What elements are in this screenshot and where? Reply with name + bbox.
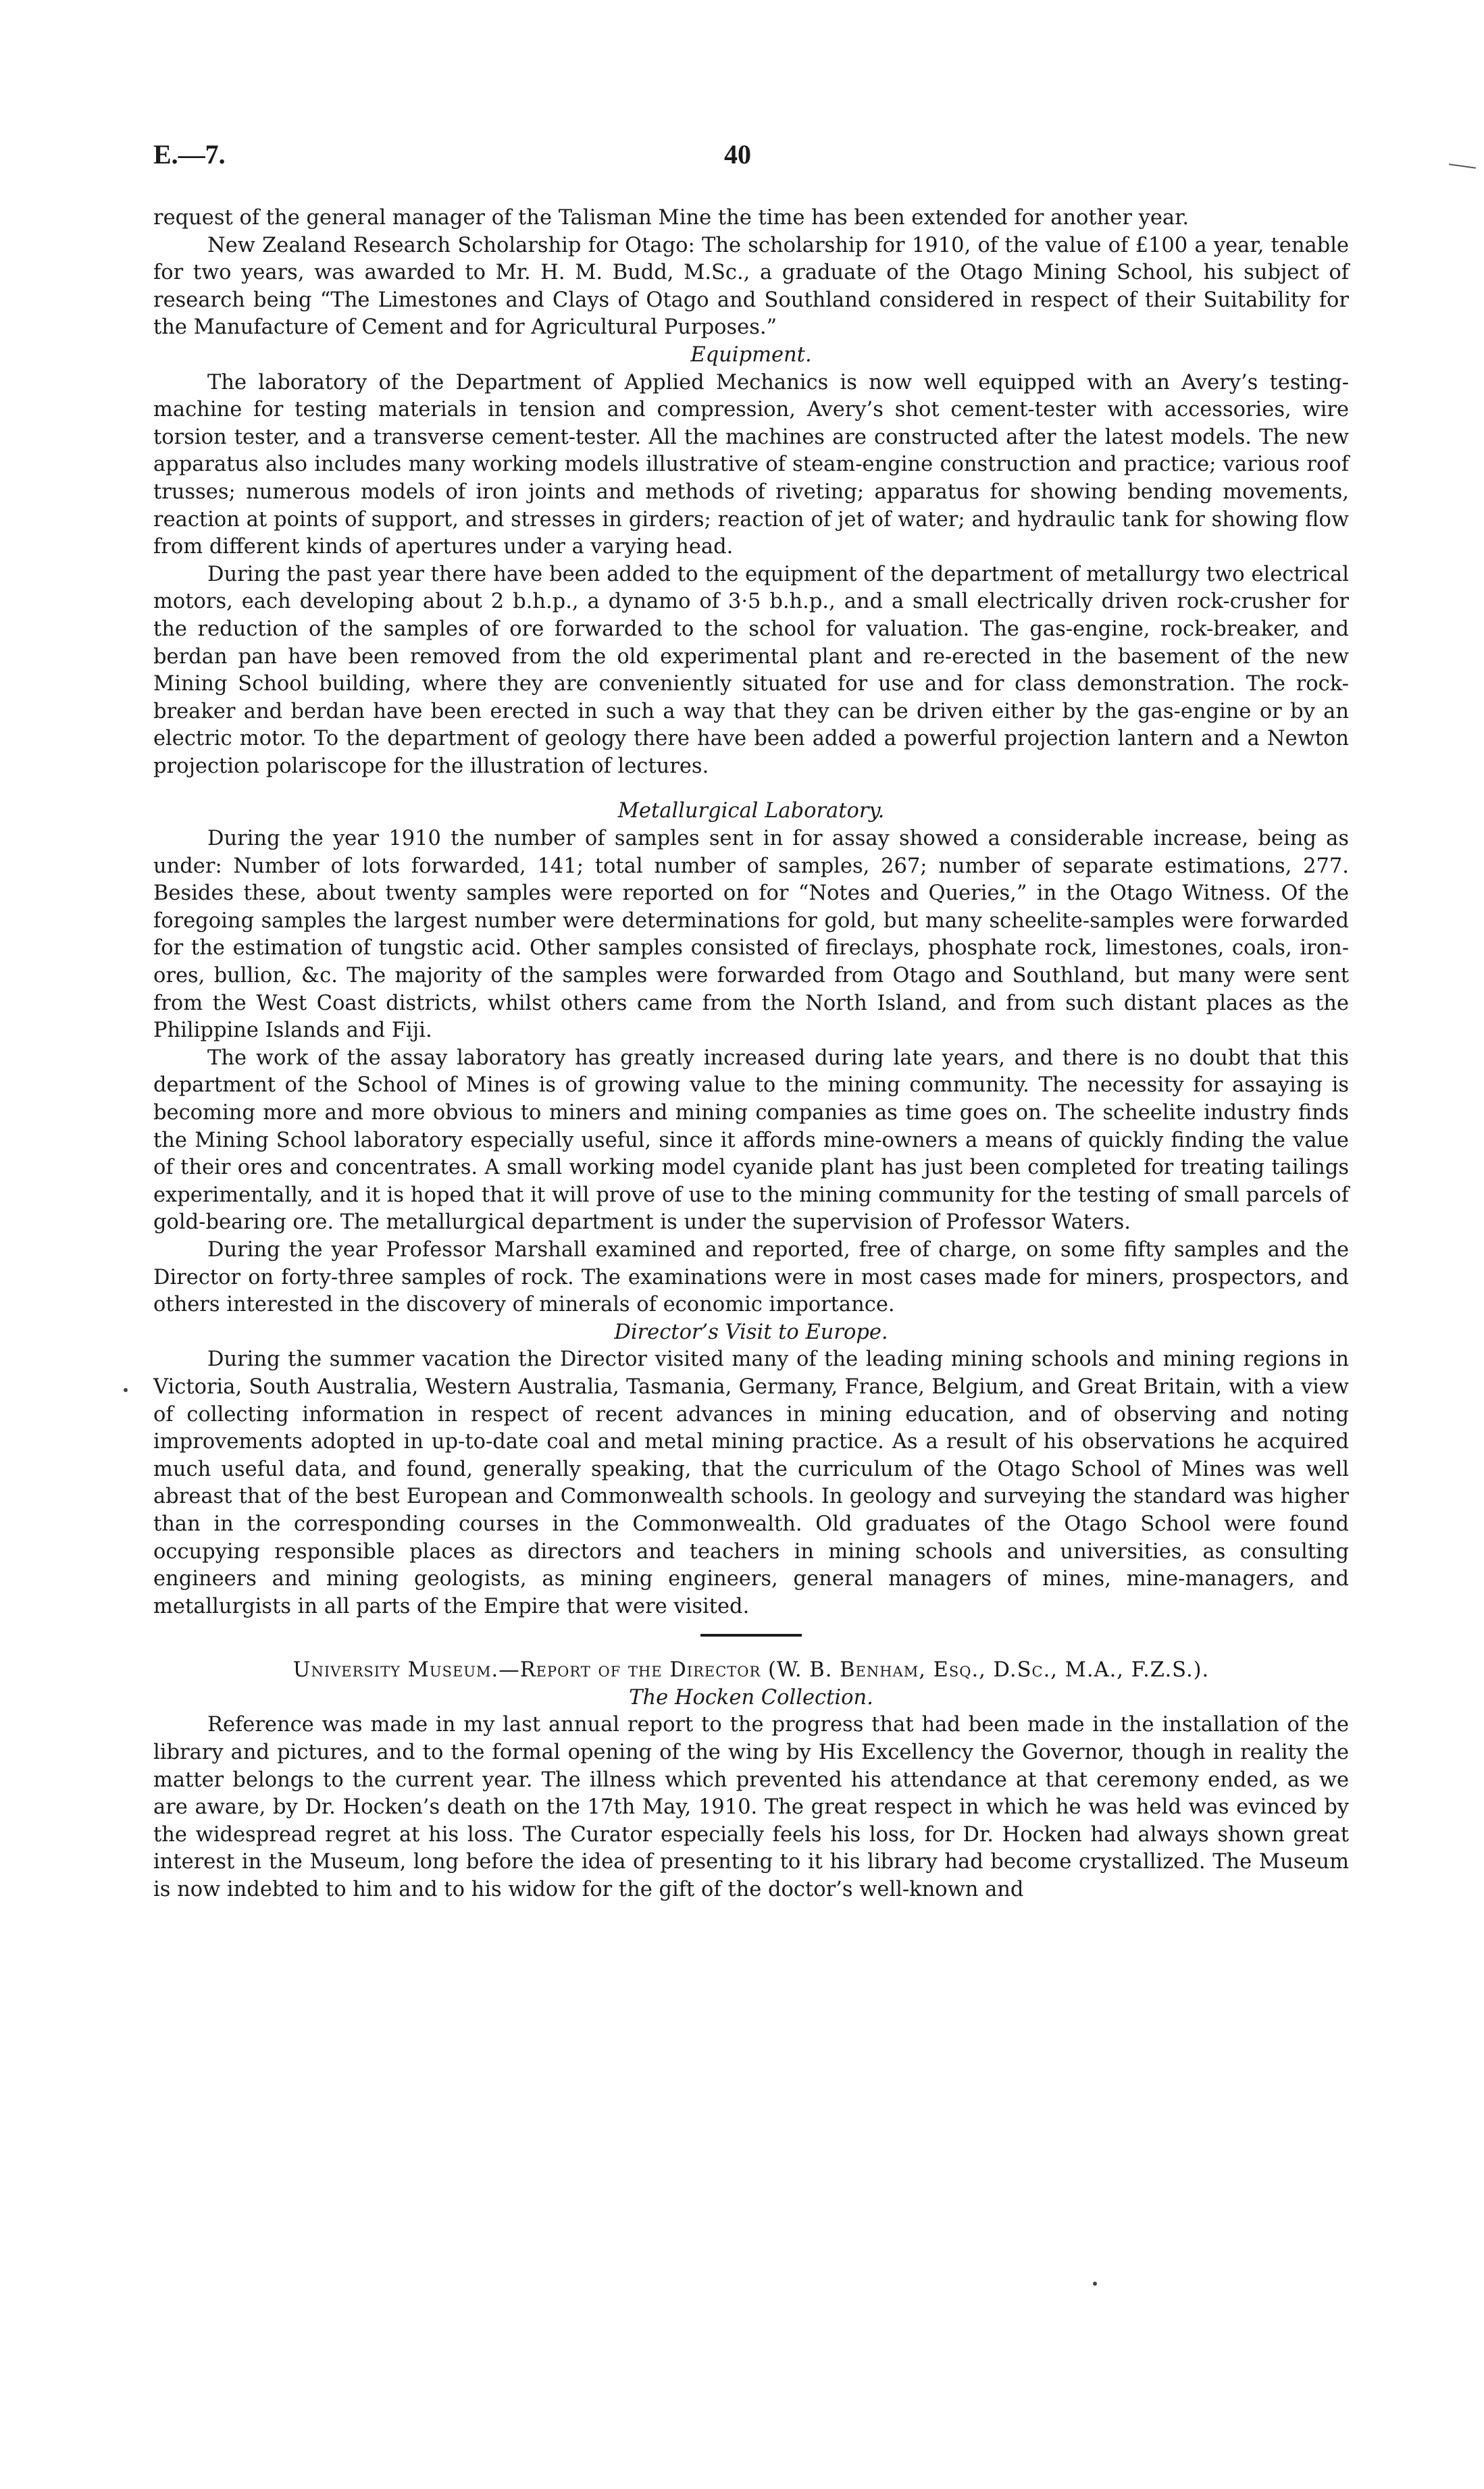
page-body bbox=[153, 205, 1349, 1904]
museum-report-title: University Museum.—Report of the Director (W. B. Benham, Esq., D.Sc., M.A., F.Z.S.). bbox=[292, 1658, 1210, 1683]
margin-mark bbox=[1449, 163, 1476, 169]
metallurgical-laboratory-heading: Metallurgical Laboratory. bbox=[617, 799, 885, 823]
directors-visit-heading: Director’s Visit to Europe. bbox=[614, 1320, 888, 1344]
report-reference: E.—7. bbox=[153, 139, 226, 170]
hocken-collection-heading: The Hocken Collection. bbox=[629, 1685, 873, 1710]
stray-mark-left bbox=[124, 1388, 128, 1392]
metallurgical-paragraph-3: During the year Professor Marshall examined and reported, free of charge, on some fifty samples and the Director on forty-three samples of rock. The examinations were in most cases made for miners, prospectors, and others interested in the discovery of minerals of economic importance. bbox=[153, 1237, 1349, 1317]
page-number: 40 bbox=[724, 139, 751, 170]
hocken-collection-paragraph: Reference was made in my last annual report to the progress that had been made in the installation of the library and pictures, and to the formal opening of the wing by His Excellency the Governor, though in reality the matter belongs to the current year. The illness which prevented his attendance at that ceremony ended, as we are aware, by Dr. Hocken’s death on the 17th May, 1910. The great respect in which he was held was evinced by the widespread regret at his loss. The Curator especially feels his loss, for Dr. Hocken had always shown great interest in the Museum, long before the idea of presenting to it his library had become crystallized. The Museum is now indebted to him and to his widow for the gift of the doctor’s well-known and bbox=[153, 1713, 1349, 1902]
metallurgical-paragraph-2: The work of the assay laboratory has greatly increased during late years, and there is no doubt that this department of the School of Mines is of growing value to the mining community. The necessity for assaying is becoming more and more obvious to miners and mining companies as time goes on. The scheelite industry finds the Mining School laboratory especially useful, since it affords mine-owners a means of quickly finding the value of their ores and concentrates. A small working model cyanide plant has just been completed for treating tailings experimentally, and it is hoped that it will prove of use to the mining community for the testing of small parcels of gold-bearing ore. The metallurgical department is under the supervision of Professor Waters. bbox=[153, 1046, 1349, 1235]
equipment-paragraph-2: During the past year there have been added to the equipment of the department of metallurgy two electrical motors, each developing about 2 b.h.p., a dynamo of 3·5 b.h.p., and a small electrically driven rock-crusher for the reduction of the samples of ore forwarded to the school for valuation. The gas-engine, rock-breaker, and berdan pan have been removed from the old experimental plant and re-erected in the basement of the new Mining School building, where they are conveniently situated for use and for class demonstration. The rock-breaker and berdan have been erected in such a way that they can be driven either by the gas-engine or by an electric motor. To the department of geology there have been added a powerful projection lantern and a Newton projection polariscope for the illustration of lectures. bbox=[153, 562, 1349, 778]
metallurgical-paragraph-1: During the year 1910 the number of samples sent in for assay showed a considerable increase, being as under: Number of lots forwarded, 141; total number of samples, 267; number of separate estimations, 277. Besides these, about twenty samples were reported on for “Notes and Queries,” in the Otago Witness. Of the foregoing samples the largest number were determinations for gold, but many scheelite-samples were forwarded for the estimation of tungstic acid. Other samples consisted of fireclays, phosphate rock, limestones, coals, iron-ores, bullion, &c. The majority of the samples were forwarded from Otago and Southland, but many were sent from the West Coast districts, whilst others came from the North Island, and from such distant places as the Philippine Islands and Fiji. bbox=[153, 827, 1349, 1043]
stray-mark-right bbox=[1093, 2282, 1097, 2286]
page-header bbox=[153, 138, 1349, 179]
research-scholarship-paragraph: New Zealand Research Scholarship for Otago: The scholarship for 1910, of the value of £100 a year, tenable for two years, was awarded to Mr. H. M. Budd, M.Sc., a graduate of the Otago Mining School, his subject of research being “The Limestones and Clays of Otago and Southland considered in respect of their Suitability for the Manufacture of Cement and for Agricultural Purposes.” bbox=[153, 233, 1349, 340]
section-divider bbox=[700, 1634, 802, 1637]
equipment-paragraph-1: The laboratory of the Department of Applied Mechanics is now well equipped with an Avery’s testing-machine for testing materials in tension and compression, Avery’s shot cement-tester with accessories, wire torsion tester, and a transverse cement-tester. All the machines are constructed after the latest models. The new apparatus also includes many working models illustrative of steam-engine construction and practice; various roof trusses; numerous models of iron joints and methods of riveting; apparatus for showing bending movements, reaction at points of support, and stresses in girders; reaction of jet of water; and hydraulic tank for showing flow from different kinds of apertures under a varying head. bbox=[153, 370, 1349, 559]
equipment-heading: Equipment. bbox=[690, 342, 812, 367]
intro-paragraph-continued: request of the general manager of the Talisman Mine the time has been extended for another year. bbox=[153, 206, 1189, 230]
directors-visit-paragraph: During the summer vacation the Director visited many of the leading mining schools and mining regions in Victoria, South Australia, Western Australia, Tasmania, Germany, France, Belgium, and Great Britain, with a view of collecting information in respect of recent advances in mining education, and of observing and noting improvements adopted in up-to-date coal and metal mining practice. As a result of his observations he acquired much useful data, and found, generally speaking, that the curriculum of the Otago School of Mines was well abreast that of the best European and Commonwealth schools. In geology and surveying the standard was higher than in the corresponding courses in the Commonwealth. Old graduates of the Otago School were found occupying responsible places as directors and teachers in mining schools and universities, as consulting engineers and mining geologists, as mining engineers, general managers of mines, mine-managers, and metallurgists in all parts of the Empire that were visited. bbox=[153, 1348, 1349, 1618]
